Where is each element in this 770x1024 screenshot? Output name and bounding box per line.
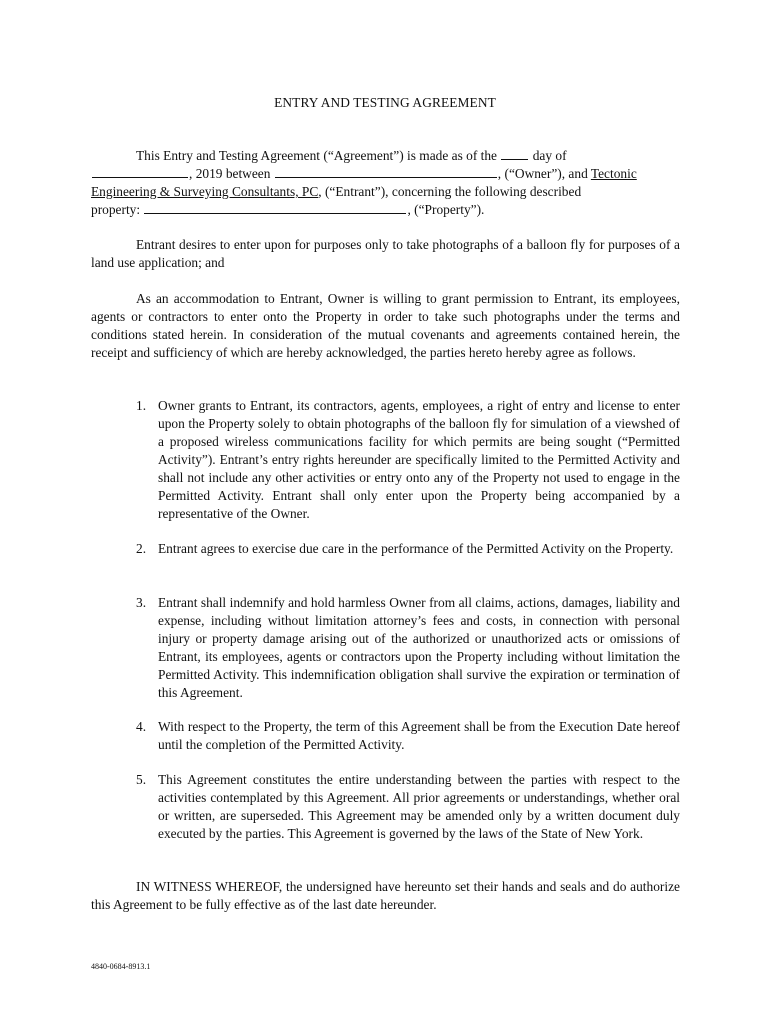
list-item-number: 1.: [136, 398, 147, 413]
owner-name-blank: [275, 165, 497, 178]
intro-text-1: This Entry and Testing Agreement (“Agreement”) is made as of the: [136, 148, 501, 163]
list-item-number: 5.: [136, 772, 147, 787]
intro-text-6: property:: [91, 202, 144, 217]
purpose-text: Entrant desires to enter upon for purposes only to take photographs of a balloon fly for purposes of a land use application; and: [91, 237, 680, 270]
document-footer-id: 4840-0684-8913.1: [91, 962, 151, 971]
list-item-text: With respect to the Property, the term of this Agreement shall be from the Execution Date hereof until the completion of the Permitted Activity.: [158, 719, 680, 752]
list-item-text: This Agreement constitutes the entire understanding between the parties with respect to the activities contemplated by this Agreement. All prior agreements or understandings, whether oral or written, are superseded. This Agreement may be amended only by a written document duly executed by the parties. This Agreement is governed by the laws of the State of New York.: [158, 772, 680, 841]
purpose-paragraph: [91, 236, 680, 272]
intro-text-7: , (“Property”).: [407, 202, 485, 217]
list-item-number: 3.: [136, 595, 147, 610]
accommodation-text: As an accommodation to Entrant, Owner is willing to grant permission to Entrant, its employees, agents or contractors to enter onto the Property in order to take such photographs under the terms and conditions stated herein. In consideration of the mutual covenants and agreements contained herein, the receipt and sufficiency of which are hereby acknowledged, the parties hereto hereby agree as follows.: [91, 291, 680, 360]
document-title: ENTRY AND TESTING AGREEMENT: [274, 95, 496, 110]
list-item: [136, 718, 680, 754]
list-item-text: Entrant shall indemnify and hold harmless Owner from all claims, actions, damages, liability and expense, including without limitation attorney’s fees and costs, in connection with personal injury or property damage arising out of the authorized or unauthorized acts or omissions of Entrant, its employees, agents or contractors upon the Property including without limitation the Permitted Activity. This indemnification obligation shall survive the expiration or termination of this Agreement.: [158, 595, 680, 700]
intro-text-4: , (“Owner”), and: [497, 166, 591, 181]
intro-text-3: , 2019 between: [189, 166, 274, 181]
list-item: [136, 540, 680, 558]
list-item: [136, 771, 680, 843]
list-item: [136, 594, 680, 702]
list-item-number: 2.: [136, 541, 147, 556]
list-item: [136, 397, 680, 523]
intro-paragraph: [91, 147, 680, 219]
property-blank: [144, 201, 406, 214]
month-blank: [92, 165, 188, 178]
witness-text: IN WITNESS WHEREOF, the undersigned have hereunto set their hands and seals and do authorize this Agreement to be fully effective as of the last date hereunder.: [91, 879, 680, 912]
list-item-number: 4.: [136, 719, 147, 734]
list-item-text: Owner grants to Entrant, its contractors, agents, employees, a right of entry and license to enter upon the Property solely to obtain photographs of the balloon fly for simulation of a viewshed of a proposed wireless communications facility for which permits are being sought (“Permitted Activity”). Entrant’s entry rights hereunder are specifically limited to the Permitted Activity and shall not include any other activities or entry onto any of the Property not used to engage in the Permitted Activity. Entrant shall only enter upon the Property being accompanied by a representative of the Owner.: [158, 398, 680, 521]
entrant-name-part1: Tectonic: [590, 166, 637, 181]
day-blank: [501, 147, 528, 160]
accommodation-paragraph: [91, 290, 680, 362]
witness-paragraph: [91, 878, 680, 914]
intro-text-2: day of: [529, 148, 567, 163]
intro-text-5: , (“Entrant”), concerning the following described: [318, 184, 582, 199]
list-item-text: Entrant agrees to exercise due care in the performance of the Permitted Activity on the Property.: [158, 541, 674, 556]
entrant-name-part2: Engineering & Surveying Consultants, PC: [91, 184, 319, 199]
